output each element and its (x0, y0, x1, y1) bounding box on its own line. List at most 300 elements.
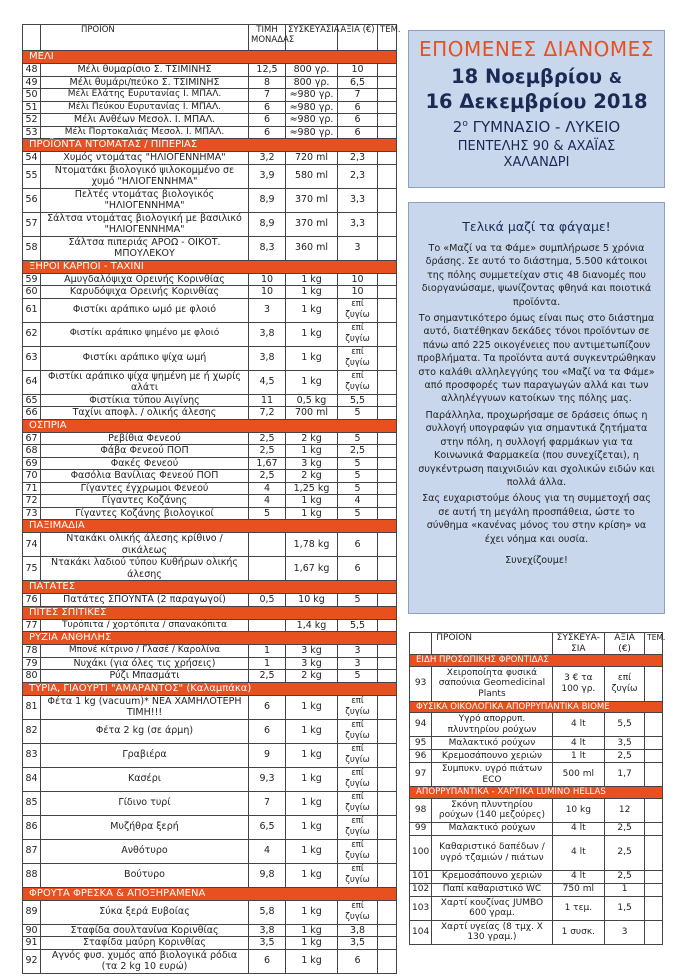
quantity-cell[interactable] (378, 863, 397, 887)
product-name: Φιστίκια τύπου Αιγίνης (41, 394, 249, 407)
package: 1 kg (286, 863, 338, 887)
product-name: Φιστίκι αράπικο ψίχα ψημένη με ή χωρίς αλάτι (41, 370, 249, 394)
row-number: 69 (23, 457, 41, 470)
row-number: 71 (23, 482, 41, 495)
unit-price: 9,3 (249, 767, 286, 791)
package: 4 lt (552, 713, 604, 737)
package: 1 kg (286, 273, 338, 286)
category-row (23, 682, 397, 695)
unit-price: 6 (249, 695, 286, 719)
quantity-cell[interactable] (378, 900, 397, 924)
product-name: Ταχίνι αποφλ. / ολικής άλεσης (41, 407, 249, 420)
quantity-cell[interactable] (378, 719, 397, 743)
table-row (23, 507, 397, 520)
distribution-date-2: 16 Δεκεμβρίου 2018 (425, 90, 648, 113)
quantity-cell[interactable] (378, 949, 397, 973)
category-row (23, 887, 397, 900)
table-row (410, 763, 663, 787)
quantity-cell[interactable] (378, 64, 397, 77)
header-price: ΤΙΜΗ ΜΟΝΑΔΑΣ (249, 25, 286, 51)
table-row (23, 188, 397, 212)
category-title: ΤΥΡΙΑ, ΓΙΑΟΥΡΤΙ "ΑΜΑΡΑΝΤΟΣ" (Καλαμπάκα) (23, 682, 397, 695)
package: 1 τεμ. (552, 896, 604, 920)
row-number: 93 (410, 666, 432, 701)
table-row (23, 407, 397, 420)
package: 2 kg (286, 470, 338, 483)
value: 6 (338, 101, 378, 114)
row-number: 103 (410, 896, 432, 920)
table-row (410, 798, 663, 822)
package: 2 kg (286, 670, 338, 683)
package: ≈980 γρ. (286, 126, 338, 139)
quantity-cell[interactable] (378, 286, 397, 299)
distributions-title: ΕΠΟΜΕΝΕΣ ΔΙΑΝΟΜΕΣ (419, 37, 654, 61)
row-number: 84 (23, 767, 41, 791)
table-row (410, 920, 663, 944)
table-row (23, 767, 397, 791)
package: 1,67 kg (286, 557, 338, 581)
package: 750 ml (552, 883, 604, 896)
quantity-cell[interactable] (378, 164, 397, 188)
product-name: Ρύζι Μπασμάτι (41, 670, 249, 683)
quantity-cell[interactable] (378, 645, 397, 658)
unit-price: 7,2 (249, 407, 286, 420)
quantity-cell[interactable] (645, 713, 663, 737)
row-number: 58 (23, 236, 41, 260)
category-title: ΟΣΠΡΙΑ (23, 419, 397, 432)
product-name: Αμυγδαλόψιχα Ορεινής Κορινθίας (41, 273, 249, 286)
table-row (23, 298, 397, 322)
quantity-cell[interactable] (378, 89, 397, 102)
header-value: ΑΞΙΑ (€) (338, 25, 378, 51)
quantity-cell[interactable] (378, 101, 397, 114)
product-name: Καρυδόψιχα Ορεινής Κορινθίας (41, 286, 249, 299)
package: 2 kg (286, 432, 338, 445)
product-name: Κρεμοσάπουνο χεριών (432, 870, 552, 883)
value: 2,3 (338, 164, 378, 188)
quantity-cell[interactable] (378, 791, 397, 815)
package: 1 kg (286, 767, 338, 791)
unit-price: 10 (249, 273, 286, 286)
quantity-cell[interactable] (378, 188, 397, 212)
unit-price: 4 (249, 482, 286, 495)
quantity-cell[interactable] (378, 533, 397, 557)
quantity-cell[interactable] (378, 815, 397, 839)
unit-price: 3,8 (249, 346, 286, 370)
quantity-cell[interactable] (378, 457, 397, 470)
package: 580 ml (286, 164, 338, 188)
table-row (410, 870, 663, 883)
quantity-cell[interactable] (378, 657, 397, 670)
row-number: 72 (23, 495, 41, 508)
table-row (23, 370, 397, 394)
package: 4 lt (552, 870, 604, 883)
row-number: 85 (23, 791, 41, 815)
category-row (23, 419, 397, 432)
product-name: Μυζήθρα ξερή (41, 815, 249, 839)
quantity-cell[interactable] (645, 750, 663, 763)
value: 6 (338, 114, 378, 127)
story-box (408, 202, 665, 614)
product-name: Μέλι Ανθέων Μεσολ. Ι. ΜΠΑΛ. (41, 114, 249, 127)
package: 10 kg (552, 798, 604, 822)
quantity-cell[interactable] (645, 920, 663, 944)
quantity-cell[interactable] (645, 870, 663, 883)
table-row (23, 470, 397, 483)
package: 800 γρ. (286, 76, 338, 89)
quantity-cell[interactable] (378, 670, 397, 683)
unit-price: 6,5 (249, 815, 286, 839)
row-number: 95 (410, 737, 432, 750)
quantity-cell[interactable] (645, 737, 663, 750)
value: 6 (338, 533, 378, 557)
category-row (23, 632, 397, 645)
table-row (23, 791, 397, 815)
product-name: Παπί καθαριστικό WC (432, 883, 552, 896)
value: 10 (338, 64, 378, 77)
product-name: Ρεβίθια Φενεού (41, 432, 249, 445)
value: 2,5 (338, 445, 378, 458)
table-row (23, 924, 397, 937)
header-qty: ΤΕΜ. (645, 633, 663, 655)
unit-price: 1,67 (249, 457, 286, 470)
row-number: 77 (23, 619, 41, 632)
unit-price: 4 (249, 495, 286, 508)
quantity-cell[interactable] (378, 273, 397, 286)
unit-price: 2,5 (249, 670, 286, 683)
row-number: 101 (410, 870, 432, 883)
package: ≈980 γρ. (286, 114, 338, 127)
value: επί ζυγίω (605, 666, 645, 701)
header-qty: ΤΕΜ. (378, 25, 397, 51)
value: 3,5 (605, 737, 645, 750)
product-name: Ανθότυρο (41, 839, 249, 863)
category-row (23, 581, 397, 594)
right-product-table (409, 632, 666, 945)
row-number: 55 (23, 164, 41, 188)
table-row (23, 126, 397, 139)
quantity-cell[interactable] (378, 76, 397, 89)
table-row (23, 236, 397, 260)
story-paragraph-3: Παράλληλα, προχωρήσαμε σε δράσεις όπως η συλλογή υπογραφών για σημαντικά ζητήματα στην πόλη, η συλλογή φαρμάκων για τα Κοινωνικά Φαρμακεία (που συνεχίζεται), η συγκέντρωση παιχνιδιών και σχολικών ειδών και πολλά άλλα. (418, 409, 655, 488)
table-row (23, 619, 397, 632)
value: 1,5 (605, 896, 645, 920)
unit-price: 8,9 (249, 212, 286, 236)
value: 10 (338, 286, 378, 299)
quantity-cell[interactable] (378, 126, 397, 139)
quantity-cell[interactable] (378, 432, 397, 445)
package: 3 kg (286, 457, 338, 470)
unit-price: 8,3 (249, 236, 286, 260)
unit-price: 9 (249, 743, 286, 767)
row-number: 78 (23, 645, 41, 658)
quantity-cell[interactable] (378, 482, 397, 495)
package: 1 kg (286, 445, 338, 458)
unit-price: 2,5 (249, 432, 286, 445)
package: 1,78 kg (286, 533, 338, 557)
quantity-cell[interactable] (378, 394, 397, 407)
table-row (23, 76, 397, 89)
row-number: 87 (23, 839, 41, 863)
table-row (23, 114, 397, 127)
category-title: ΠΑΤΑΤΕΣ (23, 581, 397, 594)
quantity-cell[interactable] (645, 822, 663, 835)
quantity-cell[interactable] (378, 937, 397, 950)
quantity-cell[interactable] (378, 619, 397, 632)
package: 3 kg (286, 645, 338, 658)
product-name: Βούτυρο (41, 863, 249, 887)
value: 5,5 (338, 394, 378, 407)
row-number: 100 (410, 835, 432, 870)
table-row (23, 815, 397, 839)
row-number: 96 (410, 750, 432, 763)
product-name: Γίγαντες έγχρωμοι Φενεού (41, 482, 249, 495)
quantity-cell[interactable] (378, 767, 397, 791)
product-name: Μέλι θυμάρι/πεύκο Σ. ΤΣΙΜΙΝΗΣ (41, 76, 249, 89)
value: 2,3 (338, 152, 378, 165)
story-paragraph-5: Συνεχίζουμε! (505, 554, 568, 566)
story-paragraph-2: Το σημαντικότερο όμως είναι πως στο διάστημα αυτό, διατέθηκαν δεκάδες τόνοι προϊόντων σε πάνω από 225 οικογένειες που αντιμετωπίζουν προβλήματα. Τα προϊόντα αυτά συγκεντρώθηκαν στο καλάθι αλληλεγγύης του «Μαζί να τα Φάμε» από προσφορές των παραγωγών αλλά και των αλληλέγγυων κατοίκων της πόλης μας. (417, 313, 656, 405)
table-row (23, 286, 397, 299)
table-row (23, 445, 397, 458)
value: επί ζυγίω (338, 863, 378, 887)
table-row (23, 900, 397, 924)
product-name: Χειροποίητα φυσικά σαπούνια Geomedicinal Plants (432, 666, 552, 701)
product-name: Χαρτί υγείας (8 τμχ. Χ 130 γραμ.) (432, 920, 552, 944)
quantity-cell[interactable] (378, 594, 397, 607)
product-name: Φέτα 2 kg (σε άρμη) (41, 719, 249, 743)
table-row (410, 896, 663, 920)
table-row (23, 533, 397, 557)
header-pack: ΣΥΣΚΕΥΑ-ΣΙΑ (552, 633, 604, 655)
value: 3 (605, 920, 645, 944)
unit-price: 5 (249, 507, 286, 520)
row-number: 74 (23, 533, 41, 557)
quantity-cell[interactable] (378, 236, 397, 260)
quantity-cell[interactable] (645, 798, 663, 822)
value: επί ζυγίω (338, 815, 378, 839)
quantity-cell[interactable] (378, 557, 397, 581)
row-number: 89 (23, 900, 41, 924)
quantity-cell[interactable] (645, 835, 663, 870)
package: 1 kg (286, 937, 338, 950)
quantity-cell[interactable] (378, 152, 397, 165)
distribution-date-1: 18 Νοεμβρίου & (451, 65, 622, 88)
value: 3 (338, 236, 378, 260)
product-name: Ντακάκι ολικής άλεσης κρίθινο / σικάλεως (41, 533, 249, 557)
row-number: 54 (23, 152, 41, 165)
package: 800 γρ. (286, 64, 338, 77)
quantity-cell[interactable] (645, 883, 663, 896)
table-row (23, 695, 397, 719)
table-row (23, 101, 397, 114)
quantity-cell[interactable] (378, 495, 397, 508)
product-name: Φιστίκι αράπικο ψημένο με φλοιό (41, 322, 249, 346)
row-number: 65 (23, 394, 41, 407)
quantity-cell[interactable] (645, 763, 663, 787)
category-row (23, 260, 397, 273)
row-number: 68 (23, 445, 41, 458)
quantity-cell[interactable] (378, 507, 397, 520)
quantity-cell[interactable] (378, 114, 397, 127)
category-title: ΦΥΣΙΚΑ ΟΙΚΟΛΟΓΙΚΑ ΑΠΟΡΡΥΠΑΝΤΙΚΑ ΒΙΟΜΕ (410, 701, 663, 713)
table-row (23, 839, 397, 863)
table-row (23, 64, 397, 77)
unit-price (249, 557, 286, 581)
value: 1,7 (605, 763, 645, 787)
table-row (23, 937, 397, 950)
value: επί ζυγίω (338, 767, 378, 791)
value: 5 (338, 407, 378, 420)
value: επί ζυγίω (338, 322, 378, 346)
product-name: Μέλι Πορτοκαλιάς Μεσολ. Ι. ΜΠΑΛ. (41, 126, 249, 139)
row-number: 52 (23, 114, 41, 127)
story-paragraph-4: Σας ευχαριστούμε όλους για τη συμμετοχή σας σε αυτή τη μεγάλη προσπάθεια, ώστε το σύνθημα «κανένας μόνος του στην κρίση» να έχει νόημα και ουσία. (422, 493, 651, 545)
address-line-1: ΠΕΝΤΕΛΗΣ 90 & ΑΧΑΪΑΣ (457, 139, 616, 154)
quantity-cell[interactable] (378, 470, 397, 483)
package: 1 kg (286, 924, 338, 937)
package: 360 ml (286, 236, 338, 260)
category-row (23, 520, 397, 533)
value: επί ζυγίω (338, 695, 378, 719)
product-name: Γίδινο τυρί (41, 791, 249, 815)
header-value: ΑΞΙΑ (€) (605, 633, 645, 655)
product-name: Αγνός φυσ. χυμός από βιολογικά ρόδια (τα 2 kg 10 ευρώ) (41, 949, 249, 973)
unit-price: 2,5 (249, 445, 286, 458)
category-title: ΕΙΔΗ ΠΡΟΣΩΠΙΚΗΣ ΦΡΟΝΤΙΔΑΣ (410, 655, 663, 667)
table-row (23, 273, 397, 286)
value: 6 (338, 557, 378, 581)
address-line-2: ΧΑΛΑΝΔΡΙ (503, 155, 570, 170)
value: 1 (605, 883, 645, 896)
table-row (23, 457, 397, 470)
row-number: 73 (23, 507, 41, 520)
product-name: Πελτές ντομάτας βιολογικός "ΗΛΙΟΓΕΝΝΗΜΑ" (41, 188, 249, 212)
value: 12 (605, 798, 645, 822)
package: 1 kg (286, 298, 338, 322)
value: επί ζυγίω (338, 791, 378, 815)
product-name: Φιστίκι αράπικο ωμό με φλοιό (41, 298, 249, 322)
unit-price: 1 (249, 645, 286, 658)
value: επί ζυγίω (338, 370, 378, 394)
quantity-cell[interactable] (378, 407, 397, 420)
unit-price: 4 (249, 839, 286, 863)
value: 2,5 (605, 750, 645, 763)
quantity-cell[interactable] (378, 445, 397, 458)
table-row (410, 883, 663, 896)
table-row (23, 719, 397, 743)
quantity-cell[interactable] (378, 370, 397, 394)
quantity-cell[interactable] (378, 346, 397, 370)
quantity-cell[interactable] (645, 896, 663, 920)
product-name: Τυρόπιτα / χορτόπιτα / σπανακόπιτα (41, 619, 249, 632)
value: επί ζυγίω (338, 900, 378, 924)
value: επί ζυγίω (338, 839, 378, 863)
product-name: Φάβα Φενεού ΠΟΠ (41, 445, 249, 458)
product-name: Γίγαντες Κοζάνης (41, 495, 249, 508)
category-title: ΑΠΟΡΡΥΠΑΝΤΙΚΑ - ΧΑΡΤΙΚΑ LUMINO HELLAS (410, 787, 663, 799)
unit-price: 6 (249, 949, 286, 973)
quantity-cell[interactable] (645, 666, 663, 701)
value: 5 (338, 432, 378, 445)
table-row (23, 322, 397, 346)
package: 1,25 kg (286, 482, 338, 495)
product-name: Φιστίκι αράπικο ψίχα ωμή (41, 346, 249, 370)
package: 3 kg (286, 657, 338, 670)
table-row (23, 482, 397, 495)
value: επί ζυγίω (338, 298, 378, 322)
value: 5 (338, 670, 378, 683)
table-row (23, 495, 397, 508)
table-row (23, 394, 397, 407)
table-row (23, 89, 397, 102)
row-number: 90 (23, 924, 41, 937)
row-number: 80 (23, 670, 41, 683)
package: 1 kg (286, 507, 338, 520)
table-row (23, 557, 397, 581)
row-number: 70 (23, 470, 41, 483)
row-number: 97 (410, 763, 432, 787)
value: 10 (338, 273, 378, 286)
quantity-cell[interactable] (378, 695, 397, 719)
quantity-cell[interactable] (378, 743, 397, 767)
value: 5 (338, 482, 378, 495)
product-name: Φέτα 1 kg (vacuum)* ΝΕΑ ΧΑΜΗΛΟΤΕΡΗ ΤΙΜΗ!!! (41, 695, 249, 719)
product-name: Πατάτες ΣΠΟΥΝΤΑ (2 παραγωγοί) (41, 594, 249, 607)
value: 5,5 (605, 713, 645, 737)
value: 5,5 (338, 619, 378, 632)
value: 2,5 (605, 835, 645, 870)
quantity-cell[interactable] (378, 212, 397, 236)
unit-price: 3,5 (249, 937, 286, 950)
unit-price: 4,5 (249, 370, 286, 394)
value: 2,5 (605, 870, 645, 883)
package: 1 kg (286, 743, 338, 767)
quantity-cell[interactable] (378, 298, 397, 322)
unit-price: 2,5 (249, 470, 286, 483)
row-number: 63 (23, 346, 41, 370)
table-row (23, 645, 397, 658)
quantity-cell[interactable] (378, 839, 397, 863)
row-number: 75 (23, 557, 41, 581)
header-cell-empty (410, 633, 432, 655)
product-name: Σάλτσα ντομάτας βιολογική με βασιλικό "ΗΛΙΟΓΕΝΝΗΜΑ" (41, 212, 249, 236)
category-row (410, 701, 663, 713)
unit-price: 10 (249, 286, 286, 299)
unit-price: 6 (249, 101, 286, 114)
row-number: 53 (23, 126, 41, 139)
package: 1 kg (286, 346, 338, 370)
row-number: 104 (410, 920, 432, 944)
value: 3 (338, 657, 378, 670)
value: επί ζυγίω (338, 346, 378, 370)
row-number: 83 (23, 743, 41, 767)
quantity-cell[interactable] (378, 924, 397, 937)
value: 3,8 (338, 924, 378, 937)
table-row (410, 835, 663, 870)
quantity-cell[interactable] (378, 322, 397, 346)
package: 1 kg (286, 791, 338, 815)
unit-price: 7 (249, 791, 286, 815)
unit-price: 8 (249, 76, 286, 89)
value: 6 (338, 949, 378, 973)
product-name: Συμπυκν. υγρό πιάτων ECO (432, 763, 552, 787)
unit-price: 12,5 (249, 64, 286, 77)
row-number: 50 (23, 89, 41, 102)
unit-price: 8,9 (249, 188, 286, 212)
package: 370 ml (286, 212, 338, 236)
value: επί ζυγίω (338, 743, 378, 767)
